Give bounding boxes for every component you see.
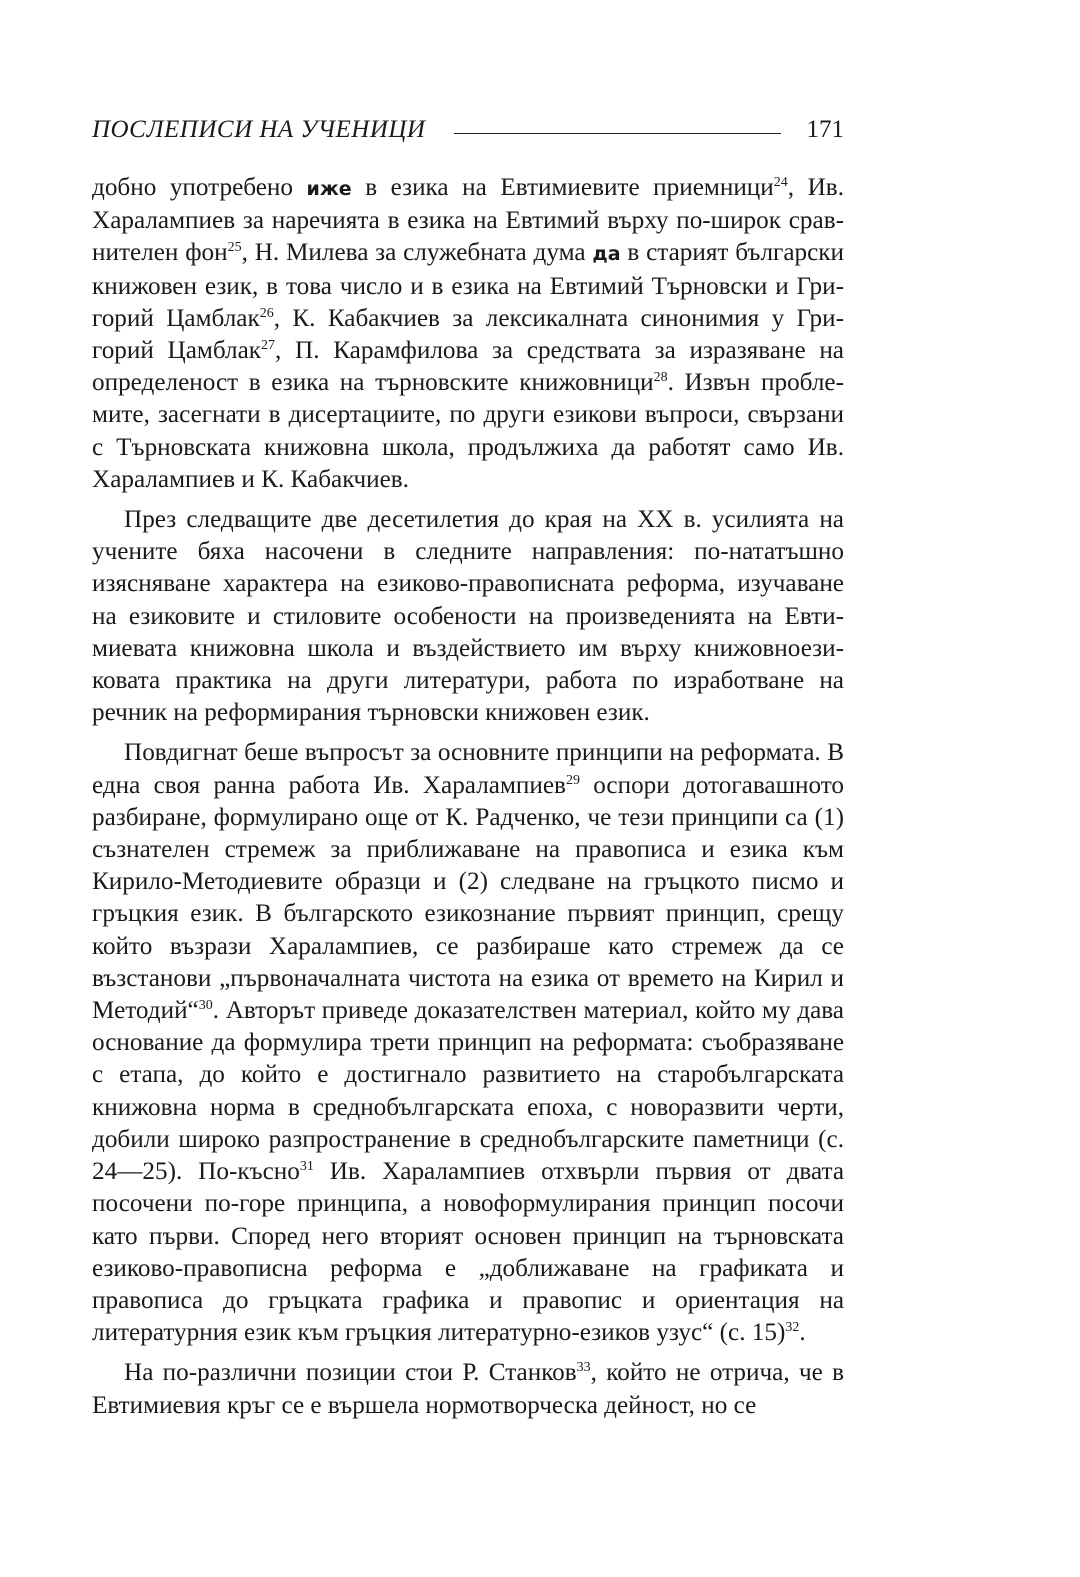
footnote-ref: 28 [653, 370, 668, 386]
text-run: . Извън проблемите, засегнати в дисертациите, по други езикови въпроси, свързани с Търновската книжовна школа, продължиха да работят само Ив. Харалампиев и К. Кабакчиев. [92, 369, 845, 493]
old-church-slavonic-word: иже [306, 178, 352, 200]
text-run: оспори дотогавашното разбиране, формулирано още от К. Радченко, че тези принципи са (1) съзнателен стремеж за приближаване на правописа и езика към Кирило-Методиевите образци и (2) следване на гръцкото писмо и гръцкия език. В българското езикознание първият принцип, срещу който възрази Харалампиев, се разбираше като стремеж да се възстанови „първоначалната чистота на езика от времето на Кирил и Методий“ [92, 771, 845, 1025]
text-run: , който не отрича, че в Евтимиевия кръг се е вършела нормотворческа дейност, но се [92, 1359, 844, 1419]
text-run: , Н. Милева за служебната дума [241, 239, 593, 267]
text-run: , К. Кабакчиев за лексикалната синонимия у Григорий Цамблак [92, 304, 844, 365]
running-head: ПОСЛЕПИСИ НА УЧЕНИЦИ [92, 116, 426, 143]
text-run: , П. Карамфилова за средствата за изразяване на определеност в езика на търновските книжовници [92, 337, 844, 397]
text-run: , Ив. Харалампиев за наречията в езика на Евтимий върху по-широк сравнителен фон [92, 174, 844, 267]
paragraph-1 [92, 172, 844, 496]
footnote-ref: 32 [785, 1320, 800, 1336]
text-run: в старият български книжовен език, в това число и в езика на Евтимий Търновски и Григорий Цамблак [92, 239, 845, 332]
text-run: . [799, 1319, 806, 1347]
paragraph-2: През следващите две десетилетия до края на XX в. усилията на учените бяха насочени в следните направления: по-нататъшно изясняване характера на езиково-правописната реформа, изучаване на езиковите и стиловите особености на произведенията на Евтимиевата книжовна школа и въздействието им върху книжовноезиковата практика на други литератури, работа по изработване на речник на реформирания търновски книжовен език. [92, 506, 844, 727]
footnote-ref: 30 [198, 998, 213, 1014]
footnote-ref: 27 [261, 338, 276, 354]
footnote-ref: 25 [227, 240, 242, 256]
footnote-ref: 33 [576, 1360, 591, 1376]
header-rule [454, 133, 781, 134]
footnote-ref: 24 [773, 175, 788, 190]
body-text [92, 172, 844, 1422]
footnote-ref: 31 [299, 1159, 314, 1175]
text-run: Повдигнат беше въпросът за основните принципи на реформата. В една своя ранна работа Ив. Харалампиев [92, 739, 844, 799]
paragraph-4 [92, 1357, 844, 1421]
text-run: Ив. Харалампиев отхвърли първия от двата посочени по-горе принципа, а новоформулирания принцип посочи като първи. Според него вторият основен принцип на търновската езиково-правописна реформа е „доближаване на графиката и правописа до гръцката графика и правопис и ориентация на литературния език към гръцкия литературно-езиков узус“ (с. 15) [92, 1158, 844, 1347]
text-run: На по-различни позиции стои Р. Станков [124, 1359, 577, 1387]
page-number: 171 [806, 116, 844, 143]
old-church-slavonic-word: да [592, 243, 621, 266]
footnote-ref: 26 [259, 305, 274, 321]
text-run: в езика на Евтимиевите приемници [351, 174, 774, 201]
paragraph-3 [92, 737, 844, 1349]
text-run: . Авторът приведе доказателствен материал, който му дава основание да формулира трети принцип на реформата: съобразяване с етапа, до който е достигнало развитието на старобългарската книжовна норма в среднобългарската епоха, с новоразвити черти, добили широко разпространение в среднобългарските паметници (с. 24—25). По-късно [92, 997, 844, 1186]
text-run: добно употребено [92, 174, 307, 201]
page-header [92, 112, 844, 148]
footnote-ref: 29 [565, 772, 580, 788]
